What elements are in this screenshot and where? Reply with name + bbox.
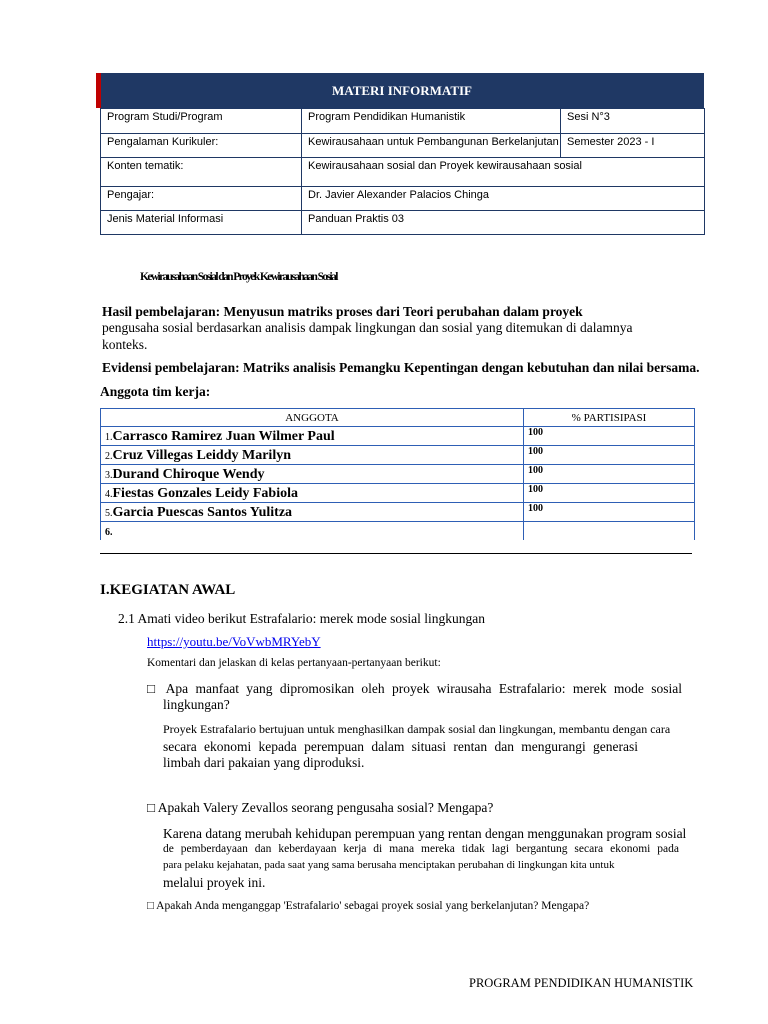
learning-outcome-text: Menyusun matriks proses dari Teori perubahan dalam proyek xyxy=(223,304,583,319)
info-cell: Pengalaman Kurikuler: xyxy=(101,134,302,158)
answer-2-line1: Karena datang merubah kehidupan perempuan yang rentan dengan menggunakan program sosial xyxy=(163,826,687,841)
learning-outcome-line2: pengusaha sosial berdasarkan analisis dampak lingkungan dan sosial yang ditemukan di dalamnya xyxy=(102,320,633,335)
info-row-material xyxy=(101,211,705,235)
video-link[interactable]: https://youtu.be/VoVwbMRYebY xyxy=(147,634,321,649)
team-table xyxy=(100,408,695,540)
header-title: MATERI INFORMATIF xyxy=(332,82,472,98)
member-number: 3. xyxy=(105,470,113,481)
footer-program: PROGRAM PENDIDIKAN HUMANISTIK xyxy=(469,976,694,990)
info-cell: Program Studi/Program xyxy=(101,109,302,134)
member-name: Carrasco Ramirez Juan Wilmer Paul xyxy=(112,429,335,444)
evidence-label: Evidensi pembelajaran: xyxy=(102,360,240,375)
section-title: I.KEGIATAN AWAL xyxy=(100,582,236,598)
learning-outcome-line3: konteks. xyxy=(102,337,148,352)
table-row xyxy=(101,446,695,465)
instruction-text: Komentari dan jelaskan di kelas pertanyaan-pertanyaan berikut: xyxy=(147,657,441,669)
member-cell xyxy=(101,484,524,503)
question-3: □ Apakah Anda menganggap 'Estrafalario' sebagai proyek sosial yang berkelanjutan? Mengapa? xyxy=(147,900,590,912)
info-cell: Dr. Javier Alexander Palacios Chinga xyxy=(302,187,705,211)
member-name: Garcia Puescas Santos Yulitza xyxy=(112,505,293,520)
info-row-program xyxy=(101,109,705,134)
answer-1-line3: limbah dari pakaian yang diproduksi. xyxy=(163,755,365,770)
table-row xyxy=(101,427,695,446)
participation-value: 100 xyxy=(524,465,695,484)
participation-value xyxy=(524,522,695,541)
col-header-participation: % PARTISIPASI xyxy=(524,409,695,427)
learning-outcome-label: Hasil pembelajaran: xyxy=(102,304,221,319)
answer-1-line1: Proyek Estrafalario bertujuan untuk menghasilkan dampak sosial dan lingkungan, membantu dengan cara xyxy=(163,722,671,736)
team-table-wrap xyxy=(100,408,695,540)
info-cell: Panduan Praktis 03 xyxy=(302,211,705,235)
table-row xyxy=(101,465,695,484)
info-cell: Kewirausahaan untuk Pembangunan Berkelanjutan xyxy=(302,134,561,158)
answer-2-line2: de pemberdayaan dan keberdayaan kerja di mana mereka tidak lagi bergantung secara ekonomi pada xyxy=(163,843,679,855)
document-subtitle: Kewirausahaan Sosial dan Proyek Kewirausahaan Sosial xyxy=(140,271,337,283)
question-2: □ Apakah Valery Zevallos seorang pengusaha sosial? Mengapa? xyxy=(147,800,494,815)
header-title-bar xyxy=(100,73,704,108)
info-cell: Kewirausahaan sosial dan Proyek kewirausahaan sosial xyxy=(302,158,705,187)
info-cell: Program Pendidikan Humanistik xyxy=(302,109,561,134)
info-header-table xyxy=(100,73,704,235)
member-name: Fiestas Gonzales Leidy Fabiola xyxy=(112,486,298,501)
learning-outcome-line1 xyxy=(102,304,583,320)
answer-1-line2: secara ekonomi kepada perempuan dalam situasi rentan dan mengurangi generasi xyxy=(163,739,638,754)
info-cell: Konten tematik: xyxy=(101,158,302,187)
question-1-line2: lingkungan? xyxy=(163,697,230,712)
member-number: 2. xyxy=(105,451,113,462)
participation-value: 100 xyxy=(524,446,695,465)
member-cell xyxy=(101,522,524,541)
col-header-member: ANGGOTA xyxy=(101,409,524,427)
red-accent-bar xyxy=(96,73,101,108)
question-1-line1: □ Apa manfaat yang dipromosikan oleh proyek wirausaha Estrafalario: merek mode sosial xyxy=(147,681,682,696)
participation-value: 100 xyxy=(524,427,695,446)
member-number: 4. xyxy=(105,489,113,500)
team-heading: Anggota tim kerja: xyxy=(100,384,211,399)
evidence-text: Matriks analisis Pemangku Kepentingan dengan kebutuhan dan nilai bersama. xyxy=(243,360,700,375)
team-header-row xyxy=(101,409,695,427)
horizontal-divider xyxy=(100,553,692,554)
member-cell xyxy=(101,503,524,522)
info-cell: Sesi N°3 xyxy=(561,109,705,134)
table-row xyxy=(101,522,695,541)
info-cell: Semester 2023 - I xyxy=(561,134,705,158)
member-number: 5. xyxy=(105,508,113,519)
info-row-content xyxy=(101,158,705,187)
participation-value: 100 xyxy=(524,484,695,503)
member-number: 6. xyxy=(105,527,113,538)
info-cell: Pengajar: xyxy=(101,187,302,211)
info-row-curricular xyxy=(101,134,705,158)
activity-item: 2.1 Amati video berikut Estrafalario: merek mode sosial lingkungan xyxy=(118,611,486,626)
info-cell: Jenis Material Informasi xyxy=(101,211,302,235)
info-table xyxy=(100,108,705,235)
table-row xyxy=(101,484,695,503)
answer-2-line4: melalui proyek ini. xyxy=(163,875,266,890)
member-cell xyxy=(101,427,524,446)
table-row xyxy=(101,503,695,522)
member-cell xyxy=(101,465,524,484)
evidence-line xyxy=(102,360,700,376)
participation-value: 100 xyxy=(524,503,695,522)
member-number: 1. xyxy=(105,432,113,443)
answer-2-line3: para pelaku kejahatan, pada saat yang sama berusaha menciptakan perubahan di lingkungan kita untuk xyxy=(163,859,615,871)
member-cell xyxy=(101,446,524,465)
member-name: Cruz Villegas Leiddy Marilyn xyxy=(112,448,291,463)
member-name: Durand Chiroque Wendy xyxy=(112,467,265,482)
info-row-teacher xyxy=(101,187,705,211)
